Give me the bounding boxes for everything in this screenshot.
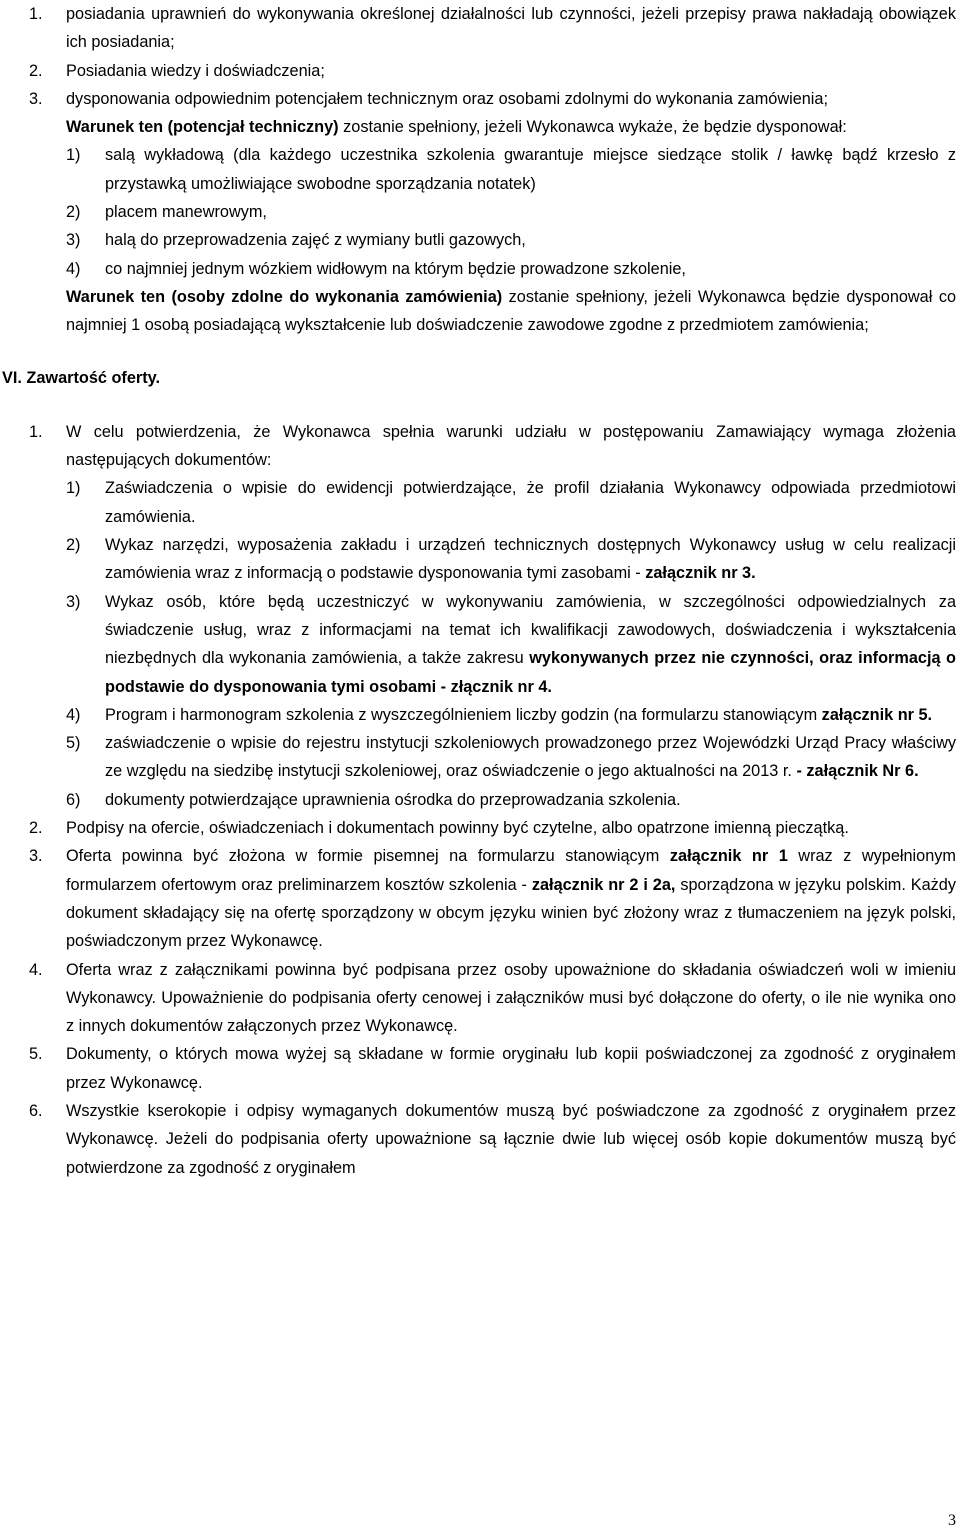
list-number: 2)	[66, 203, 81, 222]
persons-condition-bold: Warunek ten (osoby zdolne do wykonania zamówienia)	[66, 287, 503, 306]
document-item	[0, 531, 956, 588]
document-item	[0, 729, 956, 786]
list-text: Wszystkie kserokopie i odpisy wymaganych dokumentów muszą być poświadczone za zgodność z oryginałem przez Wykonawcę. Jeżeli do podpisania oferty upoważnione są łącznie dwie lub więcej osób kopie dokumentów muszą być potwierdzone za zgodność z oryginałem	[66, 1101, 956, 1177]
list-text: dysponowania odpowiednim potencjałem technicznym oraz osobami zdolnymi do wykonania zamówienia;	[66, 89, 829, 108]
list-number: 3.	[29, 847, 43, 866]
offer-item	[0, 1040, 956, 1097]
attachment-reference: załącznik nr 3.	[645, 564, 756, 583]
attachment-reference: załącznik nr 2 i 2a,	[531, 875, 676, 894]
offer-item	[0, 842, 956, 955]
list-text: Program i harmonogram szkolenia z wyszczególnieniem liczby godzin (na formularzu stanowiącym	[105, 705, 822, 724]
attachment-reference: załącznik nr 1	[669, 847, 788, 866]
tech-condition-text: zostanie spełniony, jeżeli Wykonawca wykaże, że będzie dysponował:	[338, 118, 847, 137]
list-number: 5.	[29, 1045, 43, 1064]
list-text: Wykaz narzędzi, wyposażenia zakładu i urządzeń technicznych dostępnych Wykonawcy usług w celu realizacji zamówienia wraz z informacją o podstawie dysponowania tymi zasobami -	[105, 536, 956, 583]
list-text: Dokumenty, o których mowa wyżej są składane w formie oryginału lub kopii poświadczonej za zgodność z oryginałem przez Wykonawcę.	[66, 1045, 956, 1092]
list-item	[0, 57, 956, 85]
list-number: 5)	[66, 734, 81, 753]
offer-item	[0, 814, 956, 842]
persons-condition-paragraph	[0, 283, 956, 340]
document-item	[0, 786, 956, 814]
list-number: 4)	[66, 705, 81, 724]
list-text: zaświadczenie o wpisie do rejestru instytucji szkoleniowych prowadzonego przez Wojewódzki Urząd Pracy właściwy ze względu na siedzibę instytucji szkoleniowej, oraz oświadczenie o jego aktualności na 2013 r.	[105, 734, 956, 781]
list-number: 6.	[29, 1101, 43, 1120]
attachment-reference: wykonywanych przez nie czynności, oraz informacją o podstawie do dysponowania tymi osobami - złącznik nr 4.	[105, 649, 956, 696]
offer-item	[0, 1097, 956, 1182]
list-text: Posiadania wiedzy i doświadczenia;	[66, 61, 325, 80]
list-text: salą wykładową (dla każdego uczestnika szkolenia gwarantuje miejsce siedzące stolik / ławkę bądź krzesło z przystawką umożliwiające swobodne sporządzania notatek)	[105, 146, 956, 193]
attachment-reference: - załącznik Nr 6.	[796, 762, 919, 781]
list-text: W celu potwierdzenia, że Wykonawca spełnia warunki udziału w postępowaniu Zamawiający wymaga złożenia następujących dokumentów:	[66, 422, 956, 470]
list-text: Podpisy na ofercie, oświadczeniach i dokumentach powinny być czytelne, albo opatrzone imienną pieczątką.	[66, 819, 849, 838]
list-text: Zaświadczenia o wpisie do ewidencji potwierdzające, że profil działania Wykonawcy odpowiada przedmiotowi zamówienia.	[105, 479, 956, 526]
list-number: 1.	[29, 422, 43, 441]
document-item	[0, 701, 956, 729]
attachment-reference: załącznik nr 5.	[821, 705, 933, 724]
list-text: co najmniej jednym wózkiem widłowym na którym będzie prowadzone szkolenie,	[105, 259, 686, 278]
tech-condition-paragraph	[0, 113, 956, 141]
tech-item	[0, 255, 956, 283]
persons-condition-text: zostanie spełniony, jeżeli Wykonawca będzie dysponował co najmniej 1 osobą posiadającą wykształcenie lub doświadczenie zawodowe zgodne z przedmiotem zamówienia;	[66, 287, 957, 335]
document-item	[0, 588, 956, 701]
offer-item	[0, 418, 956, 475]
tech-item	[0, 141, 956, 198]
list-number: 4)	[66, 259, 81, 278]
list-number: 1.	[29, 5, 43, 23]
section-heading: VI. Zawartość oferty.	[2, 368, 161, 387]
list-number: 3)	[66, 231, 81, 250]
list-number: 1)	[66, 479, 81, 498]
page-number: 3	[948, 1511, 956, 1529]
tech-condition-bold: Warunek ten (potencjał techniczny)	[66, 118, 339, 137]
list-item	[0, 0, 956, 57]
list-text: sporządzona w języku polskim. Każdy dokument składający się na ofertę sporządzony w obcym języku winien być złożony wraz z tłumaczeniem na język polski, poświadczonym przez Wykonawcę.	[66, 875, 956, 951]
list-text: placem manewrowym,	[105, 203, 267, 222]
offer-item	[0, 956, 956, 1041]
list-text: wraz z wypełnionym formularzem ofertowym oraz preliminarzem kosztów szkolenia -	[66, 847, 956, 894]
tech-item	[0, 198, 956, 226]
list-text: Oferta wraz z załącznikami powinna być podpisana przez osoby upoważnione do składania oświadczeń woli w imieniu Wykonawcy. Upoważnienie do podpisania oferty cenowej i załączników musi być dołączone do oferty, o ile nie wynika ono z innych dokumentów załączonych przez Wykonawcę.	[66, 960, 956, 1036]
list-number: 4.	[29, 960, 43, 979]
list-text: halą do przeprowadzenia zajęć z wymiany butli gazowych,	[105, 231, 526, 250]
list-number: 2.	[29, 819, 43, 838]
list-number: 2)	[66, 536, 81, 555]
list-number: 3.	[29, 89, 43, 108]
list-text: Wykaz osób, które będą uczestniczyć w wykonywaniu zamówienia, w szczególności odpowiedzialnych za świadczenie usług, wraz z informacjami na temat ich kwalifikacji zawodowych, doświadczenia i wykształcenia niezbędnych dla wykonania zamówienia, a także zakresu	[105, 592, 956, 668]
list-number: 3)	[66, 592, 81, 611]
document-item	[0, 474, 956, 531]
list-number: 6)	[66, 790, 81, 809]
list-item	[0, 85, 956, 113]
list-text: posiadania uprawnień do wykonywania określonej działalności lub czynności, jeżeli przepisy prawa nakładają obowiązek ich posiadania;	[66, 5, 956, 52]
list-text: Oferta powinna być złożona w formie pisemnej na formularzu stanowiącym	[66, 847, 670, 866]
list-number: 1)	[66, 146, 81, 165]
list-number: 2.	[29, 61, 43, 80]
list-text: dokumenty potwierdzające uprawnienia ośrodka do przeprowadzania szkolenia.	[105, 790, 681, 809]
tech-item	[0, 226, 956, 254]
